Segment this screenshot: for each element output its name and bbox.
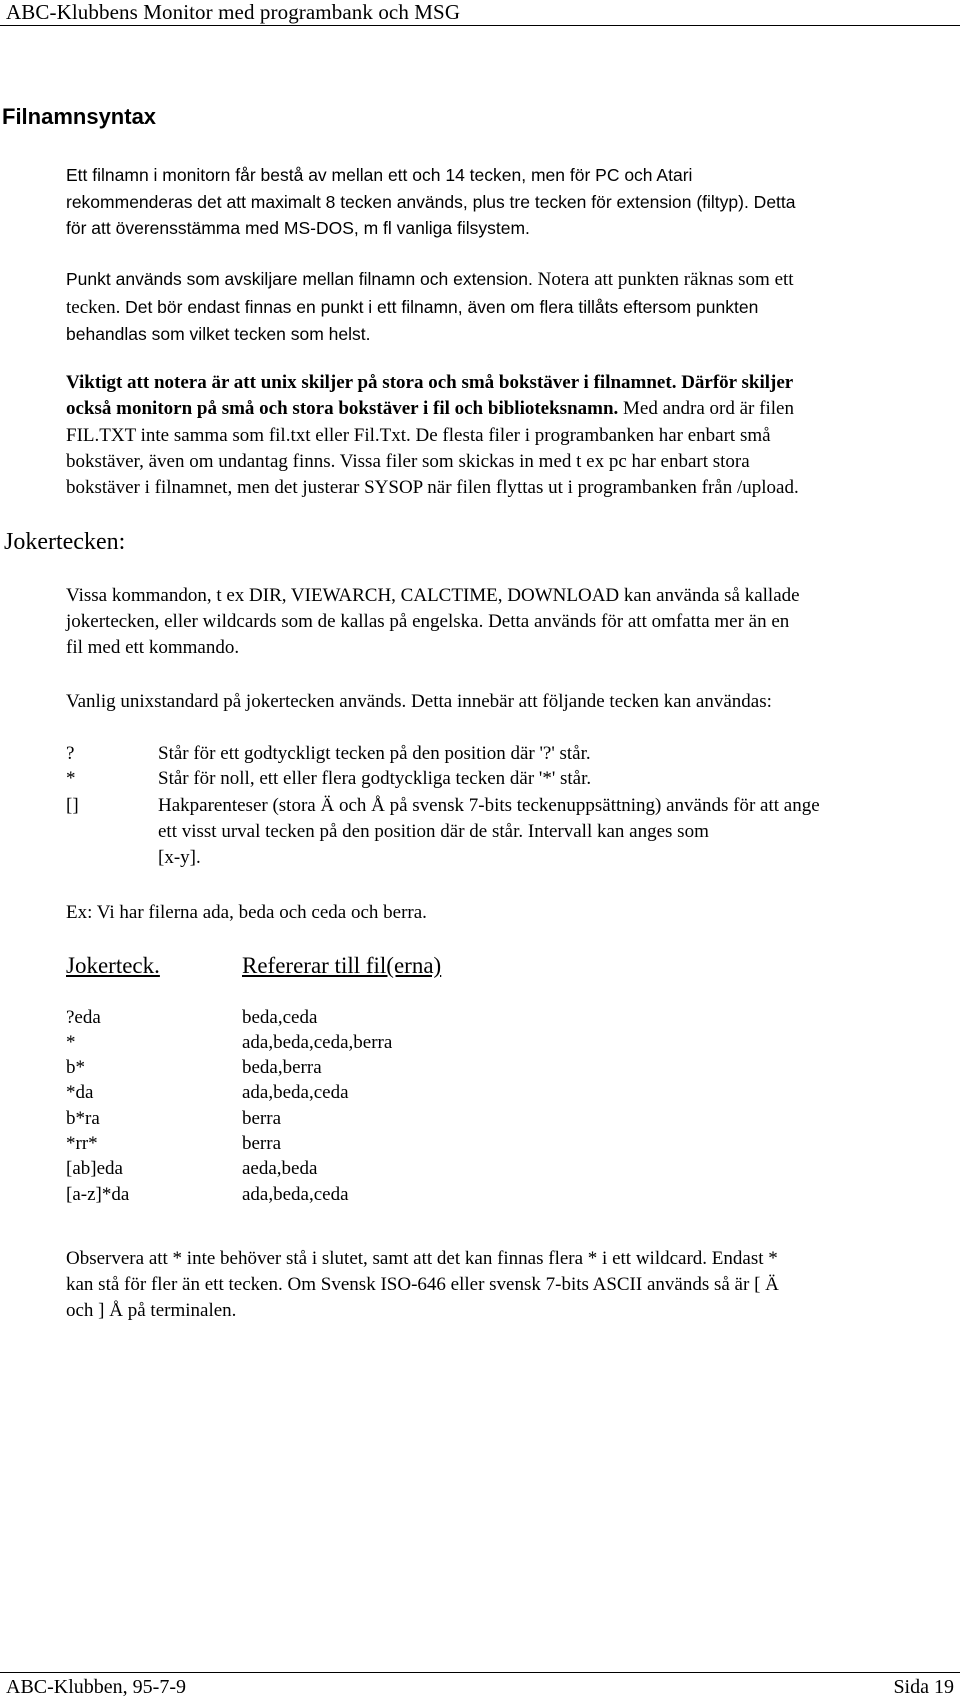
- paragraph-unix-standard: Vanlig unixstandard på jokertecken används. Detta innebär att följande tecken kan användas:: [66, 691, 772, 712]
- text-line: FIL.TXT inte samma som fil.txt eller Fil.Txt. De flesta filer i programbanken har enbart små: [66, 424, 771, 446]
- header-title: ABC-Klubbens Monitor med programbank och MSG: [6, 0, 461, 24]
- text-line: och ] Å på terminalen.: [66, 1300, 237, 1321]
- text-run: Notera att punkten räknas som ett: [537, 269, 794, 290]
- def-text: Står för noll, ett eller flera godtyckliga tecken där '*' står.: [158, 768, 592, 789]
- text-line: [66, 370, 946, 396]
- text-line: [x-y].: [158, 847, 201, 868]
- table-header: Refererar till fil(erna): [242, 953, 442, 978]
- table-row: [0, 1156, 960, 1181]
- text-line: ett visst urval tecken på den position där de står. Intervall kan anges som: [158, 821, 709, 842]
- table-row: [0, 1131, 960, 1156]
- table-cell: ada,beda,ceda,berra: [242, 1032, 393, 1053]
- table-cell: *: [66, 1032, 76, 1053]
- text-line: för att överensstämma med MS-DOS, m fl vanliga filsystem.: [66, 218, 530, 238]
- def-symbol: ?: [66, 743, 75, 764]
- def-symbol: []: [66, 795, 79, 816]
- bold-text: Därför skiljer: [681, 372, 794, 393]
- text-line: bokstäver i filnamnet, men det justerar SYSOP när filen flyttas ut i programbanken från /upload.: [66, 477, 799, 499]
- text-run: Med andra ord är filen: [623, 398, 794, 420]
- text-line: fil med ett kommando.: [66, 636, 240, 658]
- table-row: [0, 1055, 960, 1080]
- text-line: Hakparenteser (stora Ä och Å på svensk 7-bits teckenuppsättning) används för att ange: [158, 795, 820, 816]
- table-cell: berra: [242, 1133, 282, 1154]
- bold-text: Viktigt att notera är att unix skiljer på stora och små bokstäver i filnamnet.: [66, 372, 677, 393]
- text-line: [66, 294, 946, 322]
- table-cell: *rr*: [66, 1133, 98, 1154]
- table-row: [0, 1080, 960, 1105]
- footer-left: ABC-Klubben, 95-7-9: [6, 1676, 186, 1698]
- text-line: behandlas som vilket tecken som helst.: [66, 324, 371, 344]
- table-row: [0, 1005, 960, 1030]
- table-cell: b*ra: [66, 1108, 100, 1129]
- table-cell: ?eda: [66, 1007, 101, 1028]
- text-line: Vissa kommandon, t ex DIR, VIEWARCH, CALCTIME, DOWNLOAD kan använda så kallade: [66, 585, 800, 606]
- example-line: Ex: Vi har filerna ada, beda och ceda och berra.: [66, 902, 427, 923]
- paragraph-observation: [66, 1246, 946, 1324]
- text-line: Ett filnamn i monitorn får bestå av mellan ett och 14 tecken, men för PC och Atari: [66, 165, 693, 185]
- section-heading-jokertecken: Jokertecken:: [4, 529, 126, 555]
- paragraph-case-sensitivity: [66, 370, 946, 501]
- table-row: [0, 1106, 960, 1131]
- text-line: jokertecken, eller wildcards som de kallas på engelska. Detta används för att omfatta mer än en: [66, 610, 790, 632]
- table-row: [0, 1030, 960, 1055]
- table-cell: ada,beda,ceda: [242, 1082, 349, 1103]
- text-line: bokstäver, även om undantag finns. Vissa filer som skickas in med t ex pc har enbart stora: [66, 450, 750, 472]
- def-text: Står för ett godtyckligt tecken på den position där '?' står.: [158, 743, 591, 764]
- paragraph-filename-length: [66, 162, 946, 242]
- text-run: Det bör endast finnas en punkt i ett filnamn, även om flera tillåts eftersom punkten: [125, 296, 759, 317]
- table-row: [0, 1182, 960, 1207]
- table-header: Jokerteck.: [66, 953, 160, 978]
- table-cell: berra: [242, 1108, 282, 1129]
- text-run: Punkt används som avskiljare mellan filnamn och extension.: [66, 269, 533, 289]
- page-number: Sida 19: [893, 1676, 954, 1698]
- page-header: [0, 0, 960, 25]
- text-line: Observera att * inte behöver stå i slutet, samt att det kan finnas flera * i ett wildcard. Endast *: [66, 1248, 778, 1269]
- footer-rule: [0, 1672, 960, 1673]
- table-cell: aeda,beda: [242, 1158, 318, 1179]
- def-text: [158, 793, 958, 871]
- text-line: rekommenderas det att maximalt 8 tecken används, plus tre tecken för extension (filtyp). Detta: [66, 191, 796, 212]
- bold-text: också monitorn på små och stora bokstäver i fil och biblioteksnamn.: [66, 398, 619, 420]
- table-cell: beda,berra: [242, 1057, 322, 1078]
- table-cell: b*: [66, 1057, 85, 1078]
- text-line: [66, 396, 946, 422]
- table-cell: [ab]eda: [66, 1158, 123, 1179]
- text-line: kan stå för fler än ett tecken. Om Svensk ISO-646 eller svensk 7-bits ASCII används så är [ Ä: [66, 1274, 779, 1295]
- paragraph-dot-separator: [66, 266, 946, 348]
- table-cell: ada,beda,ceda: [242, 1184, 349, 1205]
- def-symbol: *: [66, 768, 76, 789]
- table-cell: *da: [66, 1082, 94, 1103]
- text-line: [66, 266, 946, 294]
- paragraph-wildcards-intro: [66, 583, 946, 660]
- header-rule: [0, 25, 960, 26]
- table-cell: [a-z]*da: [66, 1184, 130, 1205]
- text-run: tecken.: [66, 296, 121, 318]
- table-cell: beda,ceda: [242, 1007, 318, 1028]
- section-heading-filnamnsyntax: Filnamnsyntax: [2, 104, 157, 129]
